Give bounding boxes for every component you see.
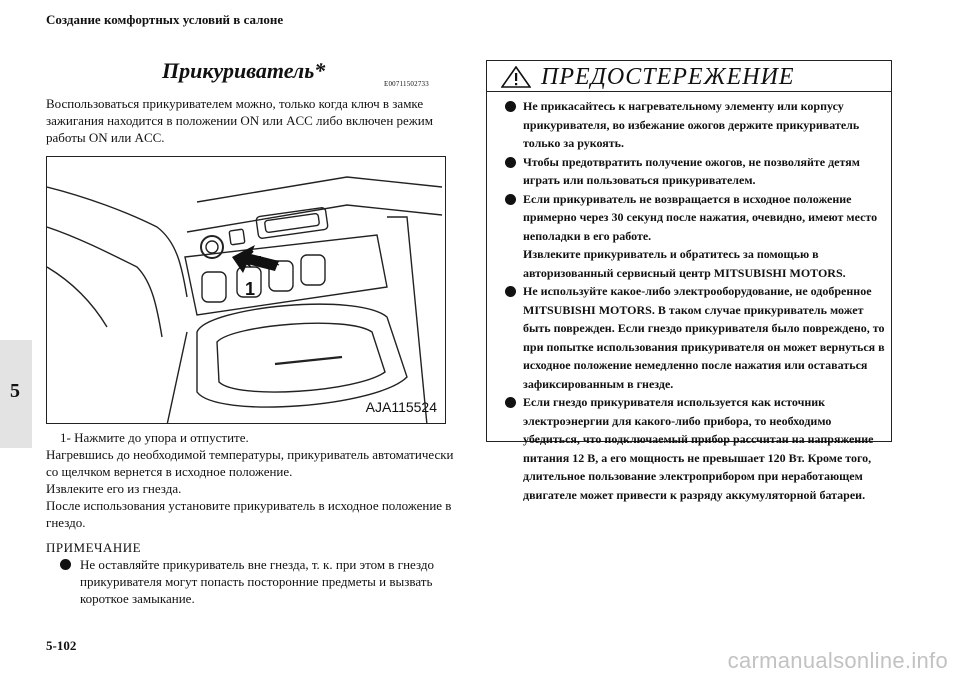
instruction-paragraph: Извлеките его из гнезда. (46, 481, 182, 496)
footer-watermark-link[interactable]: carmanualsonline.info (727, 648, 948, 673)
warning-text: Не используйте какое-либо электрооборудование, не одобренное MITSUBISHI MOTORS. В таком случае прикуриватель может быть поврежден. Если гнездо прикуривателя было повреждено, то при попытке использования прикуривателя он может вернуться в исходное положение немедленно после нажатия или оставаться зафиксированным в гнезде. (523, 284, 885, 391)
warning-box (486, 60, 892, 502)
page-number: 5-102 (46, 638, 77, 653)
figure-caption: 1- Нажмите до упора и отпустите. (60, 430, 249, 445)
bullet-icon (505, 286, 516, 297)
figure-callout-1: 1 (245, 279, 256, 299)
warning-item (503, 393, 885, 504)
chapter-tab (0, 340, 32, 448)
warning-text: Не прикасайтесь к нагревательному элементу или корпусу прикуривателя, во избежание ожогов держите прикуриватель только за рукоять. (523, 99, 860, 150)
instruction-paragraph: После использования установите прикуриватель в исходное положение в гнездо. (46, 498, 452, 530)
bullet-icon (505, 157, 516, 168)
warning-item (503, 282, 885, 393)
bullet-icon (60, 559, 71, 570)
instruction-paragraph: Нагревшись до необходимой температуры, прикуриватель автоматически со щелчком вернется в исходное положение. (46, 447, 454, 479)
bullet-icon (505, 194, 516, 205)
page-header: Создание комфортных условий в салоне (46, 12, 284, 27)
intro-paragraph: Воспользоваться прикуривателем можно, только когда ключ в замке зажигания находится в положении ON или ACC либо включен режим работы ON или ACC. (46, 96, 433, 145)
figure-code: AJA115524 (365, 399, 437, 415)
warning-item (503, 153, 885, 190)
note-item (60, 556, 464, 607)
warning-list (503, 97, 885, 504)
instructions-text (46, 446, 464, 531)
warning-header (487, 61, 891, 92)
chapter-number: 5 (10, 380, 20, 402)
warning-text: Чтобы предотвратить получение ожогов, не позволяйте детям играть или пользоваться прикуривателем. (523, 154, 860, 187)
bullet-icon (505, 101, 516, 112)
section-title: Прикуриватель* (162, 58, 326, 83)
section-code: E00711502733 (384, 80, 429, 88)
warning-text-continued: Извлеките прикуриватель и обратитесь за помощью в авторизованный сервисный центр MITSUBISHI MOTORS. (523, 247, 846, 280)
note-heading: ПРИМЕЧАНИЕ (46, 540, 142, 555)
console-illustration (47, 157, 446, 424)
warning-title: ПРЕДОСТЕРЕЖЕНИЕ (541, 64, 795, 90)
warning-triangle-icon (501, 66, 531, 88)
bullet-icon (505, 397, 516, 408)
warning-item (503, 97, 885, 153)
cigarette-lighter-figure (46, 156, 446, 424)
warning-item (503, 190, 885, 283)
warning-text: Если прикуриватель не возвращается в исходное положение примерно через 30 секунд после нажатия, очевидно, имеют место неполадки в его работе. (523, 191, 878, 243)
warning-text: Если гнездо прикуривателя используется как источник электроэнергии для какого-либо прибора, то необходимо убедиться, что подключаемый прибор рассчитан на напряжение питания 12 В, а его мощность не превышает 120 Вт. Кроме того, длительное пользование электроприбором при неработающем двигателе может привести к разряду аккумуляторной батареи. (523, 395, 874, 502)
note-text: Не оставляйте прикуриватель вне гнезда, т. к. при этом в гнездо прикуривателя могут попасть посторонние предметы и вызвать короткое замыкание. (80, 557, 434, 606)
